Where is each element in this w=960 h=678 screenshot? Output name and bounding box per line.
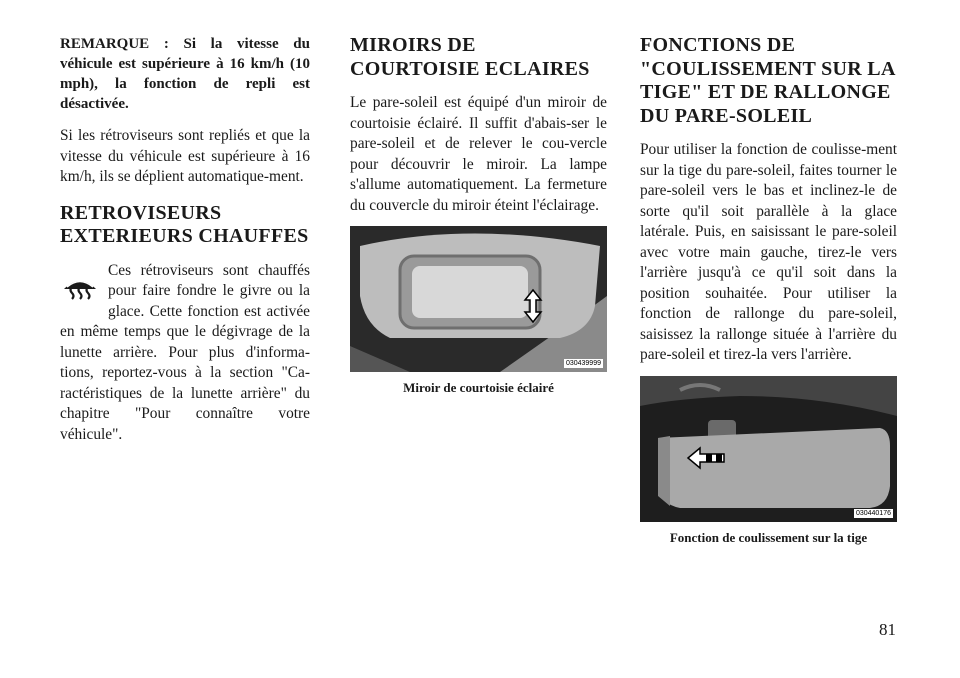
slide-on-rod-photo <box>640 376 897 522</box>
slide-on-rod-caption: Fonction de coulissement sur la tige <box>669 529 868 545</box>
fold-paragraph: Si les rétroviseurs sont repliés et que la vitesse du véhicule est supérieure à 16 km/h, ils se déplient automatique-ment. <box>60 127 310 185</box>
figure-code: 030439999 <box>565 360 601 367</box>
slide-on-rod-paragraph: Pour utiliser la fonction de coulisse-ment sur la tige du pare-soleil, faites tourner le pare-soleil vers le bas et inclinez-le de sorte qu'il soit parallèle à la glace latérale. Puis, en saisissant le pare-soleil avec votre main gauche, tirez-le vers l'arrière jusqu'à ce qu'il soit dans la position souhaitée. Pour utiliser la fonction de rallonge du pare-soleil, saisissez la rallonge située à l'arrière du pare-soleil et tirez-la vers l'arrière. <box>640 141 897 363</box>
middle-column <box>350 34 607 396</box>
vanity-mirror-photo <box>350 226 607 372</box>
heated-mirrors-section <box>60 261 310 456</box>
heated-mirrors-heading: RETROVISEURS EXTERIEURS CHAUFFES <box>60 201 309 247</box>
speed-note: REMARQUE : Si la vitesse du véhicule est supérieure à 16 km/h (10 mph), la fonction de repli est désactivée. <box>60 36 310 112</box>
vanity-mirror-paragraph: Le pare-soleil est équipé d'un miroir de courtoisie éclairé. Il suffit d'abais-ser le pare-soleil et de relever le cou-vercle pour découvrir le miroir. La lampe s'allume automatiquement. La fermeture du couvercle du miroir éteint l'éclairage. <box>350 94 607 214</box>
slide-on-rod-heading: FONCTIONS DE "COULISSEMENT SUR LA TIGE" ET DE RALLONGE DU PARE-SOLEIL <box>640 34 895 127</box>
figure-code: 030440176 <box>855 509 891 517</box>
right-column <box>640 34 897 546</box>
left-column <box>60 34 310 455</box>
vanity-mirror-heading: MIROIRS DE COURTOISIE ECLAIRES <box>350 34 590 80</box>
vanity-mirror-caption: Miroir de courtoisie éclairé <box>403 380 554 395</box>
rear-defrost-icon <box>60 265 100 301</box>
heated-mirrors-paragraph: Ces rétroviseurs sont chauffés pour faire fondre le givre ou la glace. Cette fonction est activée en même temps que le dégivrage de la lunette arrière. Pour plus d'informa-tions, reportez-vous à la section "Ca-ractéristiques de la lunette arrière" du chapitre "Pour connaître votre véhicule". <box>60 261 310 443</box>
page-number: 81 <box>879 620 896 639</box>
